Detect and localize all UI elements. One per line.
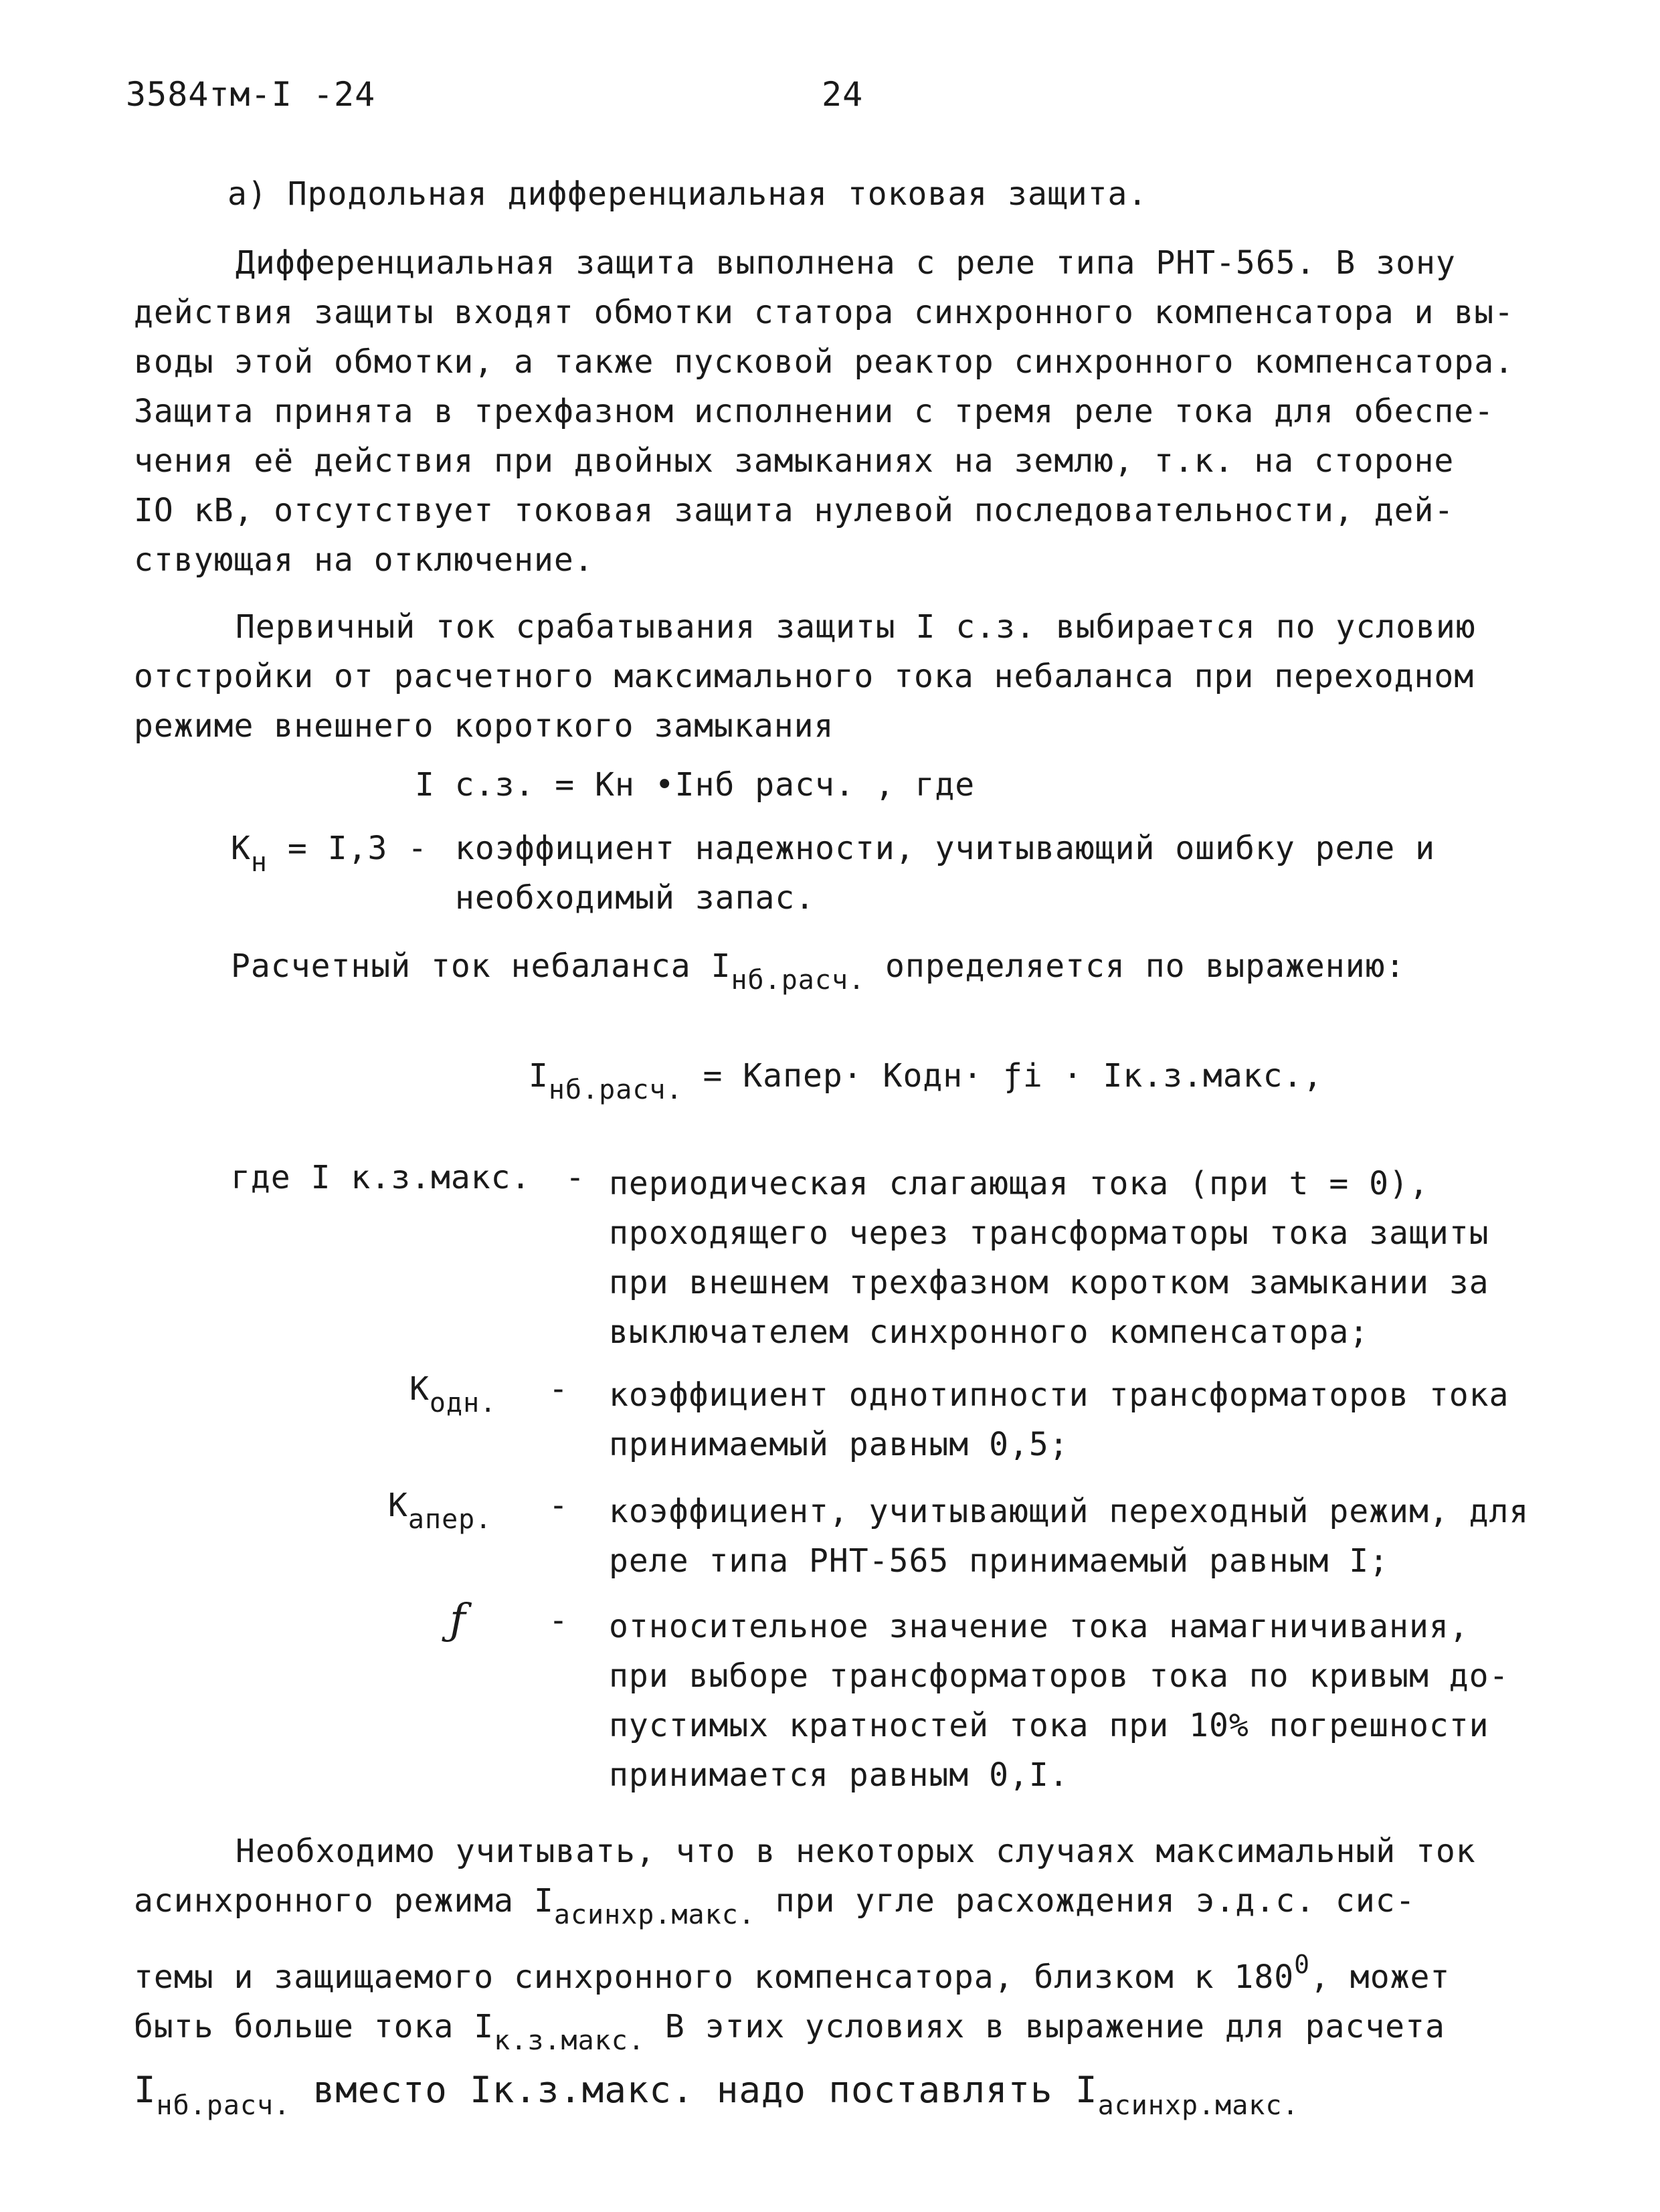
- p4-l4-a: быть больше тока I: [134, 2008, 494, 2045]
- p4-l2-sub: асинхр.макс.: [553, 1900, 755, 1930]
- def-f-text: [609, 1602, 1509, 1800]
- p4-line-1: Необходимо учитывать, что в некоторых случаях максимальный ток: [236, 1833, 1476, 1870]
- def-kodn-line-1: коэффициент однотипности трансформаторов тока: [609, 1376, 1509, 1414]
- def-ikz-text: [609, 1159, 1489, 1357]
- p4-line-5: [134, 2065, 1572, 2130]
- p4-l2-a: асинхронного режима I: [134, 1882, 554, 1920]
- def-kaper-line-1: коэффициент, учитывающий переходный режим, для: [609, 1493, 1530, 1530]
- def-ikz-line-2: проходящего через трансформаторы тока защиты: [609, 1214, 1489, 1252]
- p1-line-1: Дифференциальная защита выполнена с реле типа РНТ-565. В зону: [236, 244, 1456, 282]
- def-f-dash: -: [549, 1602, 569, 1639]
- p1-line-6: IO кВ, отсутствует токовая защита нулевой последовательности, дей-: [134, 492, 1455, 529]
- kn-symbol-sub: н: [250, 847, 268, 878]
- def-kaper-label: [388, 1487, 492, 1535]
- p2-line-2: отстройки от расчетного максимального тока небаланса при переходном: [134, 658, 1475, 695]
- f2-lhs: I: [529, 1057, 549, 1095]
- def-kaper-sub: апер.: [407, 1504, 492, 1535]
- formula-unbalance-current: [529, 1057, 1323, 1105]
- def-f-line-2: при выборе трансформаторов тока по кривым до-: [609, 1657, 1509, 1695]
- p4-l3-sup: 0: [1294, 1950, 1310, 1979]
- p4-line-4: [134, 2002, 1572, 2065]
- p4-l5-b: вместо Iк.з.макс. надо поставлять I: [290, 2069, 1098, 2111]
- def-ikz-label: где I к.з.макс.: [231, 1159, 531, 1196]
- p4-l4-b: В этих условиях в выражение для расчета: [644, 2008, 1445, 2045]
- def-ikz-line-3: при внешнем трехфазном коротком замыкании за: [609, 1264, 1489, 1301]
- p4-line-2: [134, 1876, 1572, 1940]
- p1-line-7: ствующая на отключение.: [134, 541, 594, 579]
- p4-l3-a: темы и защищаемого синхронного компенсатора, близком к 180: [134, 1958, 1295, 1996]
- def-ikz-line-1: периодическая слагающая тока (при t = 0),: [609, 1165, 1429, 1202]
- p4-l4-sub: к.з.макс.: [494, 2025, 645, 2056]
- p1-line-3: воды этой обмотки, а также пусковой реактор синхронного компенсатора.: [134, 343, 1514, 381]
- p4-l2-b: при угле расхождения э.д.с. сис-: [755, 1882, 1416, 1920]
- def-kaper-text: [609, 1487, 1529, 1586]
- kn-text-2: необходимый запас.: [455, 879, 816, 917]
- section-title: а) Продольная дифференциальная токовая защита.: [227, 175, 1148, 213]
- def-kodn-line-2: принимаемый равным 0,5;: [609, 1426, 1069, 1463]
- def-kaper-symbol: К: [388, 1487, 408, 1524]
- page-number: 24: [822, 75, 864, 114]
- kn-text-1: коэффициент надежности, учитывающий ошибку реле и: [455, 830, 1436, 867]
- p4-l3-b: , может: [1310, 1958, 1451, 1996]
- def-kodn-symbol: К: [409, 1370, 430, 1408]
- def-kodn-label: [409, 1370, 496, 1418]
- p4-l5-sub: нб.расч.: [156, 2090, 291, 2121]
- def-kaper-line-2: реле типа РНТ-565 принимаемый равным I;: [609, 1542, 1390, 1580]
- p3-after: определяется по выражению:: [885, 947, 1406, 985]
- paragraph-3: [231, 947, 1405, 996]
- paragraph-4: [134, 1827, 1572, 2130]
- p3-sub: нб.расч.: [731, 965, 866, 996]
- def-kodn-dash: -: [549, 1370, 569, 1408]
- paragraph-2: [134, 602, 1539, 751]
- def-f-symbol: ƒ: [450, 1595, 466, 1645]
- formula-protection-current: I с.з. = Кн •Iнб расч. , где: [415, 766, 976, 804]
- f2-lhs-sub: нб.расч.: [548, 1075, 683, 1105]
- p4-l5-a: I: [134, 2069, 157, 2111]
- kn-symbol: К: [231, 830, 251, 867]
- def-f-line-4: принимается равным 0,I.: [609, 1756, 1069, 1794]
- def-ikz-line-4: выключателем синхронного компенсатора;: [609, 1313, 1370, 1351]
- p1-line-5: чения её действия при двойных замыканиях на землю, т.к. на стороне: [134, 442, 1455, 480]
- p4-line-3: [134, 1940, 1572, 2002]
- p1-line-4: Защита принята в трехфазном исполнении с тремя реле тока для обеспе-: [134, 393, 1495, 430]
- def-kodn-sub: одн.: [429, 1388, 497, 1418]
- p3-before: Расчетный ток небаланса I: [231, 947, 731, 985]
- paragraph-1: [134, 238, 1539, 585]
- p4-l5-sub2: асинхр.макс.: [1097, 2090, 1299, 2121]
- p2-line-1: Первичный ток срабатывания защиты I с.з. выбирается по условию: [236, 608, 1476, 646]
- def-kaper-dash: -: [549, 1487, 569, 1524]
- def-f-line-3: пустимых кратностей тока при 10% погрешности: [609, 1707, 1489, 1744]
- document-code: 3584тм-I -24: [126, 75, 376, 114]
- def-kodn-text: [609, 1370, 1509, 1469]
- p1-line-2: действия защиты входят обмотки статора синхронного компенсатора и вы-: [134, 294, 1514, 331]
- f2-rhs: = Капер· Кодн· ƒi · Iк.з.макс.,: [703, 1057, 1323, 1095]
- kn-definition: [231, 830, 428, 878]
- def-f-line-1: относительное значение тока намагничивания,: [609, 1608, 1469, 1645]
- def-ikz-dash: -: [565, 1159, 585, 1196]
- kn-value: = I,3 -: [287, 830, 428, 867]
- p2-line-3: режиме внешнего короткого замыкания: [134, 707, 834, 745]
